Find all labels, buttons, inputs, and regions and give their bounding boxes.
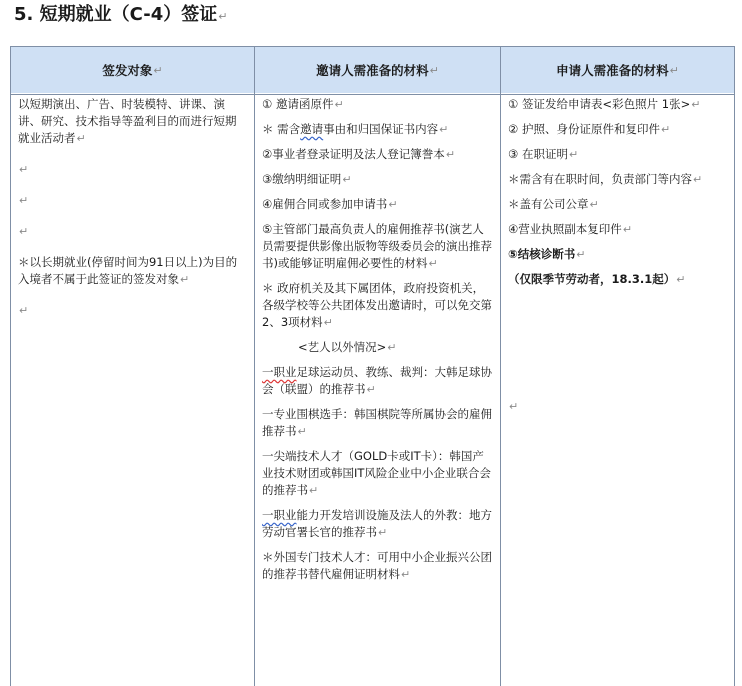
inviter-item-go-player: 一专业围棋选手：韩国棋院等所属协会的雇佣推荐书↵ (262, 407, 492, 438)
inviter-item-payment-statement: ③缴纳明细证明↵ (262, 172, 352, 186)
inviter-item-employment-contract: ④雇佣合同或参加申请书↵ (262, 197, 398, 211)
inviter-item-football: 一职业足球运动员、教练、裁判：大韩足球协会（联盟）的推荐书↵ (262, 365, 492, 396)
inviter-item-tech-talent: 一尖端技术人才（GOLD卡或IT卡）：韩国产业技术财团或韩国IT风险企业中小企业联合会的推荐书↵ (262, 449, 491, 497)
applicant-item-company-seal: ＊盖有公司公章↵ (508, 197, 599, 211)
applicant-item-seasonal-note: （仅限季节劳动者，18.3.1起）↵ (508, 272, 686, 286)
applicant-item-employment-certificate: ③ 在职证明↵ (508, 147, 579, 161)
long-term-exclusion-note: ＊以长期就业(停留时间为91日以上)为目的入境者不属于此签证的签发对象↵ (18, 255, 238, 286)
table-left-border (10, 46, 11, 686)
header-issuance-target: 签发对象 ↵ (102, 63, 163, 78)
empty-paragraph: ↵ (19, 304, 29, 317)
empty-paragraph: ↵ (19, 194, 29, 207)
applicant-item-business-license: ④营业执照副本复印件↵ (508, 222, 633, 236)
inviter-item-foreign-specialist: ＊外国专门技术人才：可用中小企业振兴公团的推荐书替代雇佣证明材料↵ (262, 550, 492, 581)
inviter-item-business-registration: ②事业者登录证明及法人登记簿誊本↵ (262, 147, 456, 161)
column-divider-1 (254, 46, 255, 686)
applicant-item-tb-certificate: ⑤结核诊断书↵ (508, 247, 586, 261)
empty-paragraph: ↵ (19, 163, 29, 176)
empty-paragraph: ↵ (19, 225, 29, 238)
issuance-target-cell (18, 96, 246, 319)
empty-paragraph: ↵ (509, 400, 519, 413)
table-right-border (734, 46, 735, 686)
applicant-item-passport: ② 护照、身份证原件和复印件↵ (508, 122, 671, 136)
inviter-item-recommendation: ⑤主管部门最高负责人的雇佣推荐书(演艺人员需要提供影像出版物等级委员会的演出推荐书)或能够证明雇佣必要性的材料↵ (262, 222, 492, 270)
applicant-materials-cell (508, 96, 730, 415)
non-artist-heading: <艺人以外情况>↵ (298, 340, 397, 354)
header-divider (10, 94, 735, 95)
inviter-item-vocational-trainer: 一职业能力开发培训设施及法人的外教：地方劳动官署长官的推荐书↵ (262, 508, 492, 539)
target-description: 以短期演出、广告、时装模特、讲课、演讲、研究、技术指导等盈利目的而进行短期就业活动者↵ (18, 97, 237, 145)
header-applicant-materials: 申请人需准备的材料 ↵ (556, 63, 679, 78)
applicant-item-employment-note: ＊需含有在职时间，负责部门等内容↵ (508, 172, 703, 186)
inviter-item-invitation-note: ＊ 需含邀请事由和归国保证书内容↵ (262, 122, 449, 136)
inviter-materials-cell (262, 96, 494, 583)
header-inviter-materials: 邀请人需准备的材料 ↵ (316, 63, 439, 78)
column-divider-2 (500, 46, 501, 686)
inviter-item-public-exemption: ＊ 政府机关及其下属团体，政府投资机关，各级学校等公共团体发出邀请时，可以免交第2、3项材料↵ (262, 281, 492, 329)
section-title: 5. 短期就业（C-4）签证↵ (14, 4, 228, 25)
visa-materials-table (10, 46, 735, 686)
inviter-item-invitation: ① 邀请函原件↵ (262, 97, 344, 111)
applicant-item-application-form: ① 签证发给申请表<彩色照片 1张>↵ (508, 97, 701, 111)
